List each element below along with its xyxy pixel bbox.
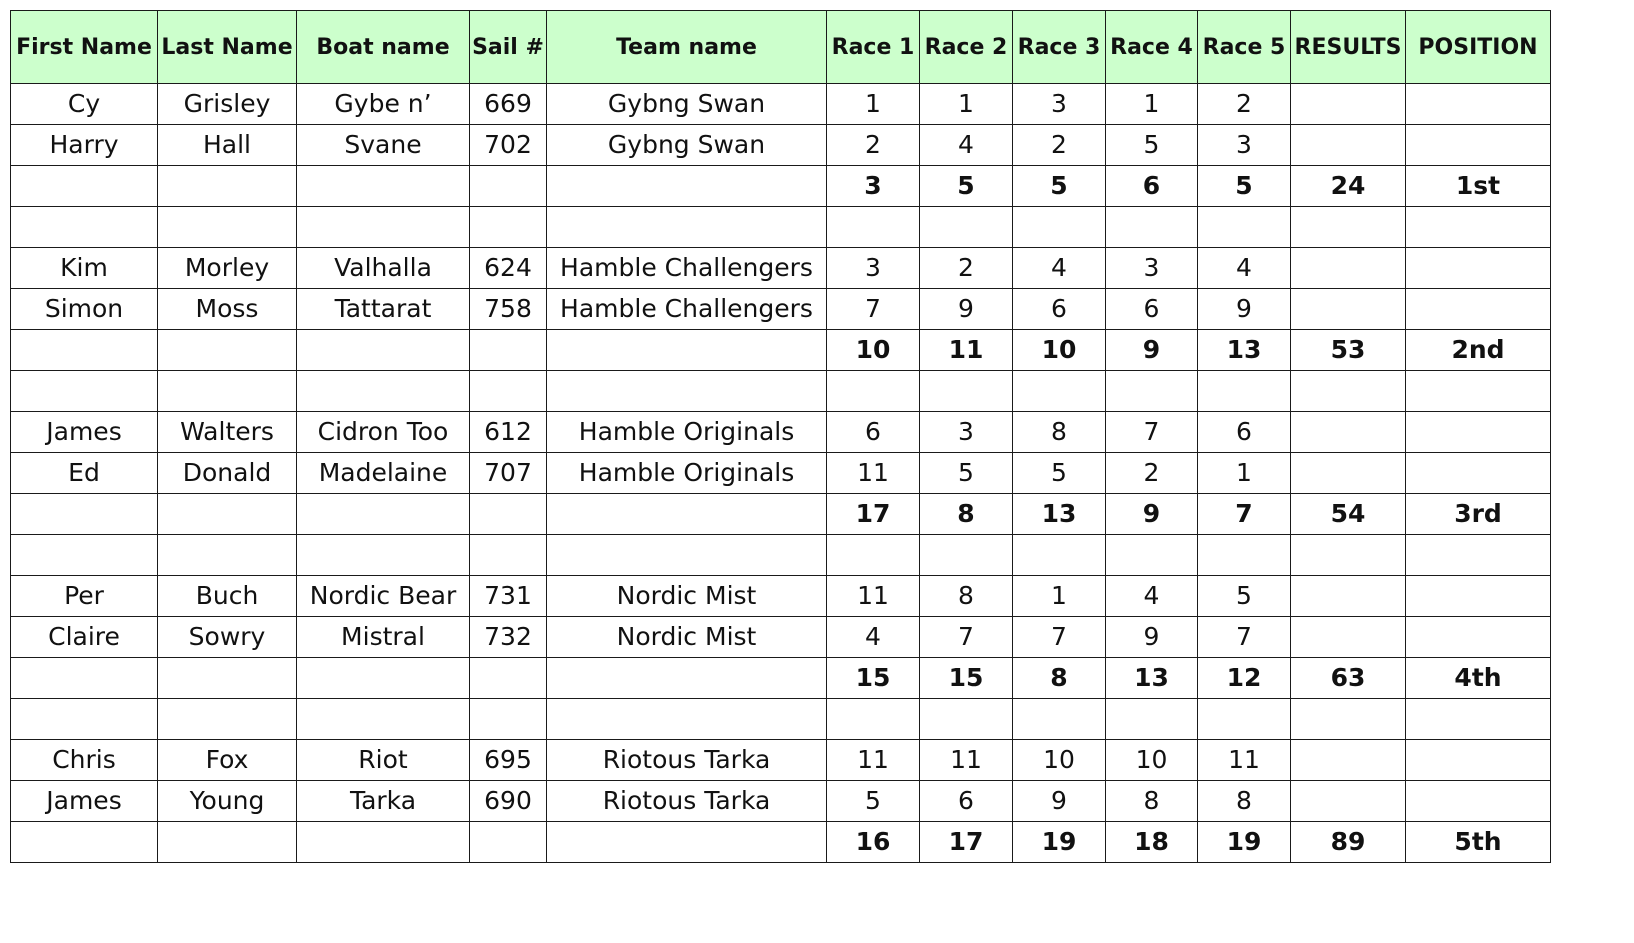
race-results-table [10, 10, 1551, 863]
empty-cell [1406, 535, 1551, 576]
boat-name-cell: Valhalla [297, 248, 470, 289]
empty-cell [470, 822, 547, 863]
race-5-total-cell: 12 [1198, 658, 1291, 699]
empty-cell [1106, 699, 1198, 740]
empty-cell [827, 535, 920, 576]
race-4-cell: 9 [1106, 617, 1198, 658]
race-2-total-cell: 5 [920, 166, 1013, 207]
boat-name-cell: Riot [297, 740, 470, 781]
race-2-total-cell: 15 [920, 658, 1013, 699]
first-name-cell: James [11, 781, 158, 822]
race-3-cell: 8 [1013, 412, 1106, 453]
race-5-cell: 6 [1198, 412, 1291, 453]
empty-cell [1291, 535, 1406, 576]
race-2-cell: 8 [920, 576, 1013, 617]
empty-cell [1406, 207, 1551, 248]
position-cell [1406, 248, 1551, 289]
empty-cell [470, 494, 547, 535]
empty-cell [1291, 207, 1406, 248]
race-5-cell: 1 [1198, 453, 1291, 494]
race-3-total-cell: 10 [1013, 330, 1106, 371]
position-cell [1406, 781, 1551, 822]
empty-cell [297, 494, 470, 535]
sailor-row [11, 84, 1551, 125]
race-3-total-cell: 8 [1013, 658, 1106, 699]
empty-cell [920, 535, 1013, 576]
race-3-cell: 9 [1013, 781, 1106, 822]
empty-cell [470, 699, 547, 740]
sailor-row [11, 740, 1551, 781]
race-2-cell: 7 [920, 617, 1013, 658]
team-result-cell: 63 [1291, 658, 1406, 699]
empty-cell [1013, 535, 1106, 576]
first-name-cell: Claire [11, 617, 158, 658]
race-1-total-cell: 3 [827, 166, 920, 207]
race-2-cell: 6 [920, 781, 1013, 822]
team-name-cell: Riotous Tarka [547, 781, 827, 822]
last-name-cell: Sowry [158, 617, 297, 658]
header-row [11, 11, 1551, 84]
race-2-total-cell: 8 [920, 494, 1013, 535]
empty-cell [11, 371, 158, 412]
results-cell [1291, 617, 1406, 658]
empty-cell [1013, 207, 1106, 248]
sailor-row [11, 576, 1551, 617]
empty-cell [1013, 699, 1106, 740]
empty-cell [1406, 699, 1551, 740]
last-name-cell: Young [158, 781, 297, 822]
race-5-total-cell: 13 [1198, 330, 1291, 371]
header-race-5: Race 5 [1198, 11, 1291, 84]
empty-cell [297, 658, 470, 699]
results-cell [1291, 453, 1406, 494]
team-name-cell: Hamble Challengers [547, 289, 827, 330]
team-position-cell: 3rd [1406, 494, 1551, 535]
team-name-cell: Nordic Mist [547, 576, 827, 617]
header-position: POSITION [1406, 11, 1551, 84]
team-name-cell: Gybng Swan [547, 125, 827, 166]
first-name-cell: Harry [11, 125, 158, 166]
sail-number-cell: 758 [470, 289, 547, 330]
race-1-cell: 1 [827, 84, 920, 125]
empty-cell [547, 166, 827, 207]
spacer-row [11, 207, 1551, 248]
team-position-cell: 4th [1406, 658, 1551, 699]
empty-cell [470, 371, 547, 412]
empty-cell [547, 207, 827, 248]
race-1-cell: 5 [827, 781, 920, 822]
empty-cell [297, 699, 470, 740]
empty-cell [297, 822, 470, 863]
team-result-cell: 89 [1291, 822, 1406, 863]
race-3-cell: 5 [1013, 453, 1106, 494]
race-4-cell: 10 [1106, 740, 1198, 781]
results-cell [1291, 412, 1406, 453]
race-4-cell: 3 [1106, 248, 1198, 289]
race-4-total-cell: 9 [1106, 494, 1198, 535]
empty-cell [827, 207, 920, 248]
position-cell [1406, 617, 1551, 658]
team-name-cell: Nordic Mist [547, 617, 827, 658]
empty-cell [547, 658, 827, 699]
sailor-row [11, 125, 1551, 166]
race-3-cell: 2 [1013, 125, 1106, 166]
race-4-total-cell: 9 [1106, 330, 1198, 371]
race-3-cell: 7 [1013, 617, 1106, 658]
sail-number-cell: 731 [470, 576, 547, 617]
sailor-row [11, 781, 1551, 822]
empty-cell [11, 166, 158, 207]
header-team-name: Team name [547, 11, 827, 84]
empty-cell [1106, 207, 1198, 248]
empty-cell [547, 535, 827, 576]
position-cell [1406, 576, 1551, 617]
empty-cell [1013, 371, 1106, 412]
spacer-row [11, 371, 1551, 412]
race-4-total-cell: 6 [1106, 166, 1198, 207]
position-cell [1406, 740, 1551, 781]
team-position-cell: 5th [1406, 822, 1551, 863]
last-name-cell: Hall [158, 125, 297, 166]
header-race-1: Race 1 [827, 11, 920, 84]
results-body [11, 84, 1551, 863]
team-name-cell: Gybng Swan [547, 84, 827, 125]
race-1-cell: 4 [827, 617, 920, 658]
empty-cell [1106, 535, 1198, 576]
empty-cell [11, 699, 158, 740]
position-cell [1406, 289, 1551, 330]
first-name-cell: Simon [11, 289, 158, 330]
race-3-total-cell: 13 [1013, 494, 1106, 535]
race-3-cell: 1 [1013, 576, 1106, 617]
empty-cell [1406, 371, 1551, 412]
team-total-row [11, 330, 1551, 371]
header-race-4: Race 4 [1106, 11, 1198, 84]
race-1-cell: 6 [827, 412, 920, 453]
race-3-cell: 6 [1013, 289, 1106, 330]
empty-cell [297, 207, 470, 248]
race-1-cell: 11 [827, 740, 920, 781]
race-1-cell: 11 [827, 576, 920, 617]
header-sail-number: Sail # [470, 11, 547, 84]
empty-cell [470, 535, 547, 576]
race-5-cell: 4 [1198, 248, 1291, 289]
empty-cell [470, 207, 547, 248]
empty-cell [1198, 371, 1291, 412]
race-2-cell: 2 [920, 248, 1013, 289]
race-4-cell: 7 [1106, 412, 1198, 453]
results-cell [1291, 576, 1406, 617]
empty-cell [920, 207, 1013, 248]
race-5-cell: 5 [1198, 576, 1291, 617]
team-position-cell: 2nd [1406, 330, 1551, 371]
race-5-cell: 9 [1198, 289, 1291, 330]
position-cell [1406, 412, 1551, 453]
race-2-cell: 5 [920, 453, 1013, 494]
first-name-cell: James [11, 412, 158, 453]
team-result-cell: 54 [1291, 494, 1406, 535]
sail-number-cell: 624 [470, 248, 547, 289]
race-4-total-cell: 13 [1106, 658, 1198, 699]
results-cell [1291, 740, 1406, 781]
spacer-row [11, 535, 1551, 576]
header-results: RESULTS [1291, 11, 1406, 84]
boat-name-cell: Tarka [297, 781, 470, 822]
race-2-total-cell: 11 [920, 330, 1013, 371]
empty-cell [158, 166, 297, 207]
empty-cell [158, 371, 297, 412]
race-4-cell: 1 [1106, 84, 1198, 125]
boat-name-cell: Madelaine [297, 453, 470, 494]
boat-name-cell: Cidron Too [297, 412, 470, 453]
empty-cell [11, 658, 158, 699]
empty-cell [297, 371, 470, 412]
race-2-cell: 9 [920, 289, 1013, 330]
race-3-total-cell: 5 [1013, 166, 1106, 207]
empty-cell [470, 330, 547, 371]
position-cell [1406, 84, 1551, 125]
empty-cell [547, 699, 827, 740]
sailor-row [11, 617, 1551, 658]
race-4-total-cell: 18 [1106, 822, 1198, 863]
race-4-cell: 5 [1106, 125, 1198, 166]
empty-cell [158, 494, 297, 535]
header-boat-name: Boat name [297, 11, 470, 84]
sail-number-cell: 669 [470, 84, 547, 125]
results-cell [1291, 781, 1406, 822]
sailor-row [11, 453, 1551, 494]
empty-cell [297, 535, 470, 576]
sail-number-cell: 732 [470, 617, 547, 658]
empty-cell [547, 822, 827, 863]
race-4-cell: 2 [1106, 453, 1198, 494]
boat-name-cell: Gybe n’ [297, 84, 470, 125]
race-5-cell: 8 [1198, 781, 1291, 822]
race-1-cell: 3 [827, 248, 920, 289]
sail-number-cell: 707 [470, 453, 547, 494]
race-4-cell: 6 [1106, 289, 1198, 330]
empty-cell [297, 166, 470, 207]
empty-cell [470, 166, 547, 207]
race-4-cell: 8 [1106, 781, 1198, 822]
last-name-cell: Buch [158, 576, 297, 617]
team-name-cell: Hamble Originals [547, 453, 827, 494]
empty-cell [547, 494, 827, 535]
sailor-row [11, 289, 1551, 330]
header-first-name: First Name [11, 11, 158, 84]
sail-number-cell: 702 [470, 125, 547, 166]
race-2-total-cell: 17 [920, 822, 1013, 863]
empty-cell [297, 330, 470, 371]
race-3-total-cell: 19 [1013, 822, 1106, 863]
last-name-cell: Walters [158, 412, 297, 453]
last-name-cell: Fox [158, 740, 297, 781]
race-1-cell: 7 [827, 289, 920, 330]
empty-cell [158, 658, 297, 699]
sailor-row [11, 412, 1551, 453]
spacer-row [11, 699, 1551, 740]
race-1-total-cell: 15 [827, 658, 920, 699]
header-race-3: Race 3 [1013, 11, 1106, 84]
empty-cell [1291, 371, 1406, 412]
position-cell [1406, 453, 1551, 494]
first-name-cell: Ed [11, 453, 158, 494]
first-name-cell: Cy [11, 84, 158, 125]
empty-cell [920, 371, 1013, 412]
empty-cell [1198, 699, 1291, 740]
empty-cell [11, 494, 158, 535]
sail-number-cell: 612 [470, 412, 547, 453]
empty-cell [158, 822, 297, 863]
race-5-cell: 7 [1198, 617, 1291, 658]
empty-cell [11, 535, 158, 576]
empty-cell [547, 371, 827, 412]
team-total-row [11, 166, 1551, 207]
boat-name-cell: Mistral [297, 617, 470, 658]
last-name-cell: Grisley [158, 84, 297, 125]
race-2-cell: 11 [920, 740, 1013, 781]
empty-cell [158, 330, 297, 371]
empty-cell [920, 699, 1013, 740]
race-1-cell: 11 [827, 453, 920, 494]
empty-cell [11, 207, 158, 248]
race-2-cell: 1 [920, 84, 1013, 125]
boat-name-cell: Svane [297, 125, 470, 166]
sail-number-cell: 690 [470, 781, 547, 822]
race-1-total-cell: 17 [827, 494, 920, 535]
team-total-row [11, 494, 1551, 535]
race-3-cell: 3 [1013, 84, 1106, 125]
team-name-cell: Hamble Originals [547, 412, 827, 453]
race-1-total-cell: 16 [827, 822, 920, 863]
first-name-cell: Kim [11, 248, 158, 289]
race-2-cell: 4 [920, 125, 1013, 166]
empty-cell [470, 658, 547, 699]
race-5-total-cell: 5 [1198, 166, 1291, 207]
boat-name-cell: Nordic Bear [297, 576, 470, 617]
empty-cell [547, 330, 827, 371]
race-1-cell: 2 [827, 125, 920, 166]
last-name-cell: Donald [158, 453, 297, 494]
sail-number-cell: 695 [470, 740, 547, 781]
race-3-cell: 10 [1013, 740, 1106, 781]
empty-cell [11, 822, 158, 863]
results-cell [1291, 248, 1406, 289]
results-cell [1291, 84, 1406, 125]
empty-cell [1106, 371, 1198, 412]
boat-name-cell: Tattarat [297, 289, 470, 330]
team-result-cell: 24 [1291, 166, 1406, 207]
team-total-row [11, 658, 1551, 699]
race-2-cell: 3 [920, 412, 1013, 453]
header-last-name: Last Name [158, 11, 297, 84]
sailor-row [11, 248, 1551, 289]
race-3-cell: 4 [1013, 248, 1106, 289]
empty-cell [827, 699, 920, 740]
results-cell [1291, 125, 1406, 166]
position-cell [1406, 125, 1551, 166]
first-name-cell: Per [11, 576, 158, 617]
empty-cell [158, 535, 297, 576]
team-name-cell: Riotous Tarka [547, 740, 827, 781]
last-name-cell: Moss [158, 289, 297, 330]
header-race-2: Race 2 [920, 11, 1013, 84]
first-name-cell: Chris [11, 740, 158, 781]
empty-cell [158, 699, 297, 740]
last-name-cell: Morley [158, 248, 297, 289]
empty-cell [11, 330, 158, 371]
race-4-cell: 4 [1106, 576, 1198, 617]
empty-cell [1198, 535, 1291, 576]
results-cell [1291, 289, 1406, 330]
empty-cell [1291, 699, 1406, 740]
team-position-cell: 1st [1406, 166, 1551, 207]
race-1-total-cell: 10 [827, 330, 920, 371]
race-5-cell: 2 [1198, 84, 1291, 125]
race-5-cell: 11 [1198, 740, 1291, 781]
team-result-cell: 53 [1291, 330, 1406, 371]
race-5-cell: 3 [1198, 125, 1291, 166]
team-name-cell: Hamble Challengers [547, 248, 827, 289]
race-5-total-cell: 7 [1198, 494, 1291, 535]
race-5-total-cell: 19 [1198, 822, 1291, 863]
team-total-row [11, 822, 1551, 863]
empty-cell [1198, 207, 1291, 248]
empty-cell [158, 207, 297, 248]
empty-cell [827, 371, 920, 412]
